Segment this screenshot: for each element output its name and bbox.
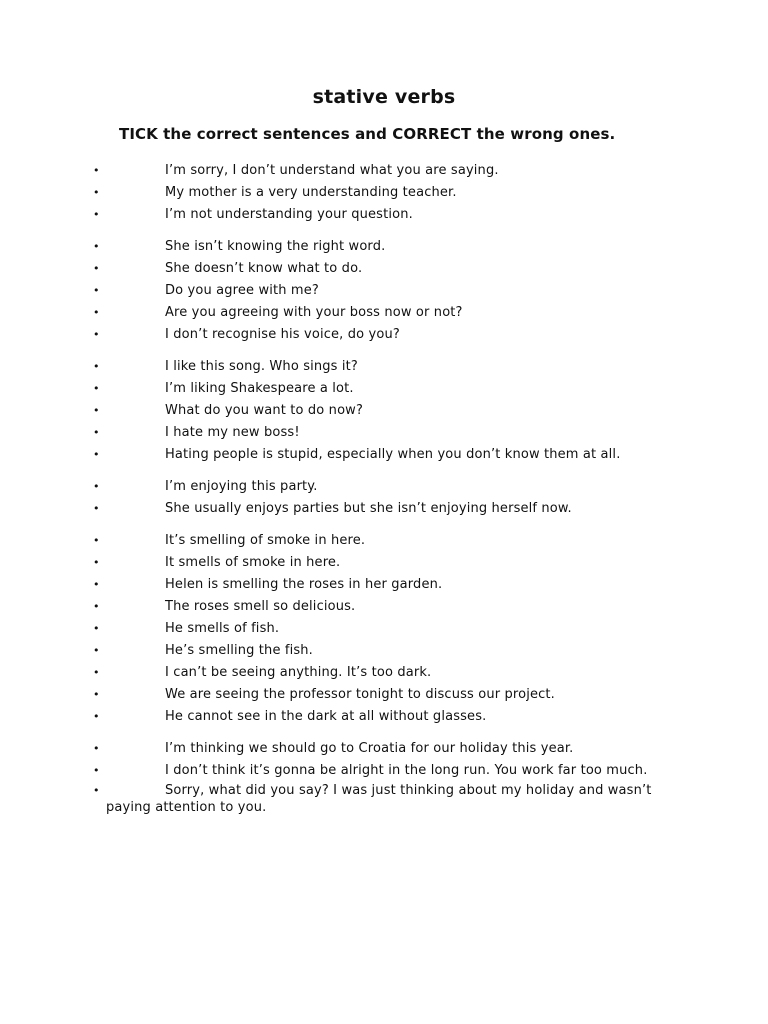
list-item — [0, 498, 768, 520]
bullet-icon: • — [93, 644, 100, 657]
bullet-icon: • — [93, 764, 100, 777]
bullet-icon: • — [93, 262, 100, 275]
list-item — [0, 760, 768, 782]
sentence-text: I don’t think it’s gonna be alright in the long run. You work far too much. — [165, 763, 648, 778]
bullet-icon: • — [93, 240, 100, 253]
worksheet-title: stative verbs — [312, 86, 456, 108]
list-item — [0, 182, 768, 204]
bullet-icon: • — [93, 688, 100, 701]
sentence-text: It’s smelling of smoke in here. — [165, 533, 366, 548]
sentence-group — [0, 160, 768, 226]
list-item — [0, 324, 768, 346]
sentence-text: I hate my new boss! — [165, 425, 300, 440]
sentence-text: He smells of fish. — [165, 621, 280, 636]
list-item — [0, 706, 768, 728]
bullet-icon: • — [93, 186, 100, 199]
sentence-text: I don’t recognise his voice, do you? — [165, 327, 400, 342]
list-item — [0, 356, 768, 378]
list-item — [0, 552, 768, 574]
bullet-icon: • — [93, 480, 100, 493]
sentence-text: I like this song. Who sings it? — [165, 359, 358, 374]
bullet-icon: • — [93, 556, 100, 569]
bullet-icon: • — [93, 742, 100, 755]
sentence-text: Hating people is stupid, especially when you don’t know them at all. — [165, 447, 621, 462]
sentence-text: Are you agreeing with your boss now or not? — [165, 305, 463, 320]
list-item — [0, 378, 768, 400]
sentence-text: We are seeing the professor tonight to discuss our project. — [165, 687, 555, 702]
sentence-text: I can’t be seeing anything. It’s too dark. — [165, 665, 432, 680]
list-item — [0, 280, 768, 302]
bullet-icon: • — [93, 578, 100, 591]
bullet-icon: • — [93, 208, 100, 221]
sentence-group — [0, 356, 768, 466]
list-item — [0, 258, 768, 280]
sentence-text: She isn’t knowing the right word. — [165, 239, 386, 254]
sentence-text: It smells of smoke in here. — [165, 555, 341, 570]
list-item — [0, 640, 768, 662]
list-item — [0, 684, 768, 706]
list-item — [0, 476, 768, 498]
bullet-icon: • — [93, 382, 100, 395]
bullet-icon: • — [93, 502, 100, 515]
bullet-icon: • — [93, 710, 100, 723]
sentence-text: I’m enjoying this party. — [165, 479, 318, 494]
bullet-icon: • — [93, 622, 100, 635]
sentence-text: He’s smelling the fish. — [165, 643, 313, 658]
sentence-text: What do you want to do now? — [165, 403, 364, 418]
list-item — [0, 618, 768, 640]
bullet-icon: • — [93, 360, 100, 373]
sentence-text: He cannot see in the dark at all without glasses. — [165, 709, 487, 724]
list-item — [0, 596, 768, 618]
sentence-group — [0, 236, 768, 346]
bullet-icon: • — [93, 426, 100, 439]
bullet-icon: • — [93, 784, 100, 797]
sentence-text: Do you agree with me? — [165, 283, 319, 298]
bullet-icon: • — [93, 164, 100, 177]
bullet-icon: • — [93, 534, 100, 547]
sentence-text: She usually enjoys parties but she isn’t enjoying herself now. — [165, 501, 572, 516]
list-item — [0, 662, 768, 684]
sentence-group — [0, 530, 768, 728]
worksheet-instructions: TICK the correct sentences and CORRECT the wrong ones. — [119, 125, 616, 143]
sentence-text: I’m not understanding your question. — [165, 207, 413, 222]
list-item — [0, 530, 768, 552]
bullet-icon: • — [93, 666, 100, 679]
sentence-text: The roses smell so delicious. — [165, 599, 356, 614]
bullet-icon: • — [93, 328, 100, 341]
bullet-icon: • — [93, 306, 100, 319]
sentence-text: My mother is a very understanding teacher. — [165, 185, 457, 200]
sentence-text: I’m sorry, I don’t understand what you are saying. — [165, 163, 499, 178]
list-item — [0, 400, 768, 422]
sentence-group — [0, 738, 768, 816]
sentence-text: I’m thinking we should go to Croatia for our holiday this year. — [165, 741, 574, 756]
list-item — [0, 302, 768, 324]
bullet-icon: • — [93, 284, 100, 297]
sentence-text: Sorry, what did you say? I was just thinking about my holiday and wasn’t paying attention to you. — [106, 783, 652, 815]
bullet-icon: • — [93, 600, 100, 613]
list-item — [0, 160, 768, 182]
list-item — [0, 422, 768, 444]
bullet-icon: • — [93, 448, 100, 461]
sentence-text: Helen is smelling the roses in her garden. — [165, 577, 443, 592]
list-item — [0, 444, 768, 466]
bullet-icon: • — [93, 404, 100, 417]
list-item — [0, 204, 768, 226]
list-item — [0, 782, 768, 816]
list-item — [0, 574, 768, 596]
sentence-list — [0, 160, 768, 826]
sentence-group — [0, 476, 768, 520]
sentence-text: She doesn’t know what to do. — [165, 261, 363, 276]
list-item — [0, 236, 768, 258]
list-item — [0, 738, 768, 760]
sentence-text: I’m liking Shakespeare a lot. — [165, 381, 354, 396]
